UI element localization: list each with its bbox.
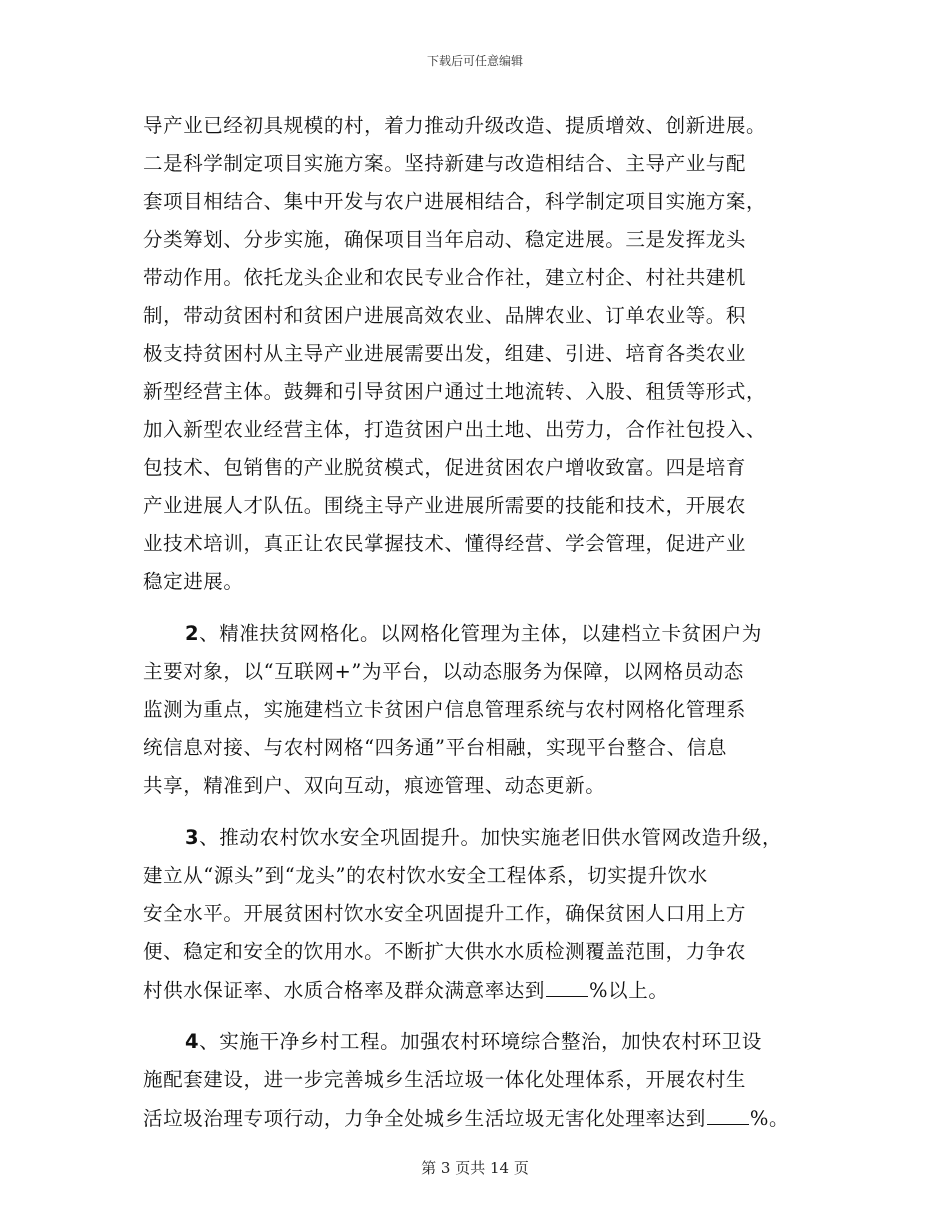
text-line: 极支持贫困村从主导产业进展需要出发，组建、引进、培育各类农业 <box>143 342 747 365</box>
text-line: 套项目相结合、集中开发与农户进展相结合，科学制定项目实施方案， <box>143 190 767 213</box>
text-line: 产业进展人才队伍。围绕主导产业进展所需要的技能和技术，开展农 <box>143 494 747 517</box>
text-line: 主要对象，以“互联网+”为平台，以动态服务为保障，以网格员动态 <box>143 660 744 683</box>
text-line: 便、稳定和安全的饮用水。不断扩大供水水质检测覆盖范围，力争农 <box>143 940 747 963</box>
text-line: 建立从“源头”到“龙头”的农村饮水安全工程体系，切实提升饮水 <box>143 864 708 887</box>
text-line: 稳定进展。 <box>143 570 244 593</box>
text-fragment: %。 <box>749 1107 790 1130</box>
text-line: 分类筹划、分步实施，确保项目当年启动、稳定进展。三是发挥龙头 <box>143 228 747 251</box>
section-2-first-line <box>185 622 762 646</box>
section-number: 4 <box>185 1030 200 1053</box>
text-line: 加入新型农业经营主体，打造贫困户出土地、出劳力，合作社包投入、 <box>143 418 767 441</box>
section-3-first-line <box>185 826 782 850</box>
text-line-with-blank <box>143 978 668 1002</box>
text-line: 导产业已经初具规模的村，着力推动升级改造、提质增效、创新进展。 <box>143 114 767 137</box>
text-line: 施配套建设，进一步完善城乡生活垃圾一体化处理体系，开展农村生 <box>143 1068 747 1091</box>
section-4-first-line <box>185 1030 762 1054</box>
page-footer: 第 3 页共 14 页 <box>421 1159 529 1177</box>
section-heading-text: 、精准扶贫网格化。以网格化管理为主体，以建档立卡贫困户为 <box>199 622 762 645</box>
text-line: 带动作用。依托龙头企业和农民专业合作社，建立村企、村社共建机 <box>143 266 747 289</box>
text-line: 安全水平。开展贫困村饮水安全巩固提升工作，确保贫困人口用上方 <box>143 902 747 925</box>
text-line: 共享，精准到户、双向互动，痕迹管理、动态更新。 <box>143 774 606 797</box>
text-line: 制，带动贫困村和贫困户进展高效农业、品牌农业、订单农业等。积 <box>143 304 747 327</box>
text-line: 新型经营主体。鼓舞和引导贫困户通过土地流转、入股、租赁等形式， <box>143 380 767 403</box>
text-line-with-blank <box>143 1106 789 1130</box>
section-number: 3 <box>185 826 200 849</box>
section-heading-text: 、推动农村饮水安全巩固提升。加快实施老旧供水管网改造升级， <box>199 826 783 849</box>
text-fragment: 村供水保证率、水质合格率及群众满意率达到 <box>143 979 546 1002</box>
fill-in-blank <box>546 978 588 997</box>
text-fragment: 活垃圾治理专项行动，力争全处城乡生活垃圾无害化处理率达到 <box>143 1107 706 1130</box>
text-fragment: %以上。 <box>589 979 669 1002</box>
page-header: 下载后可任意编辑 <box>426 54 523 68</box>
text-line: 监测为重点，实施建档立卡贫困户信息管理系统与农村网格化管理系 <box>143 698 747 721</box>
text-line: 业技术培训，真正让农民掌握技术、懂得经营、学会管理，促进产业 <box>143 532 747 555</box>
section-number: 2 <box>185 622 200 645</box>
text-line: 统信息对接、与农村网格“四务通”平台相融，实现平台整合、信息 <box>143 736 727 759</box>
fill-in-blank <box>707 1106 749 1125</box>
text-line: 二是科学制定项目实施方案。坚持新建与改造相结合、主导产业与配 <box>143 152 747 175</box>
text-line: 包技术、包销售的产业脱贫模式，促进贫困农户增收致富。四是培育 <box>143 456 747 479</box>
section-heading-text: 、实施干净乡村工程。加强农村环境综合整治，加快农村环卫设 <box>199 1030 762 1053</box>
